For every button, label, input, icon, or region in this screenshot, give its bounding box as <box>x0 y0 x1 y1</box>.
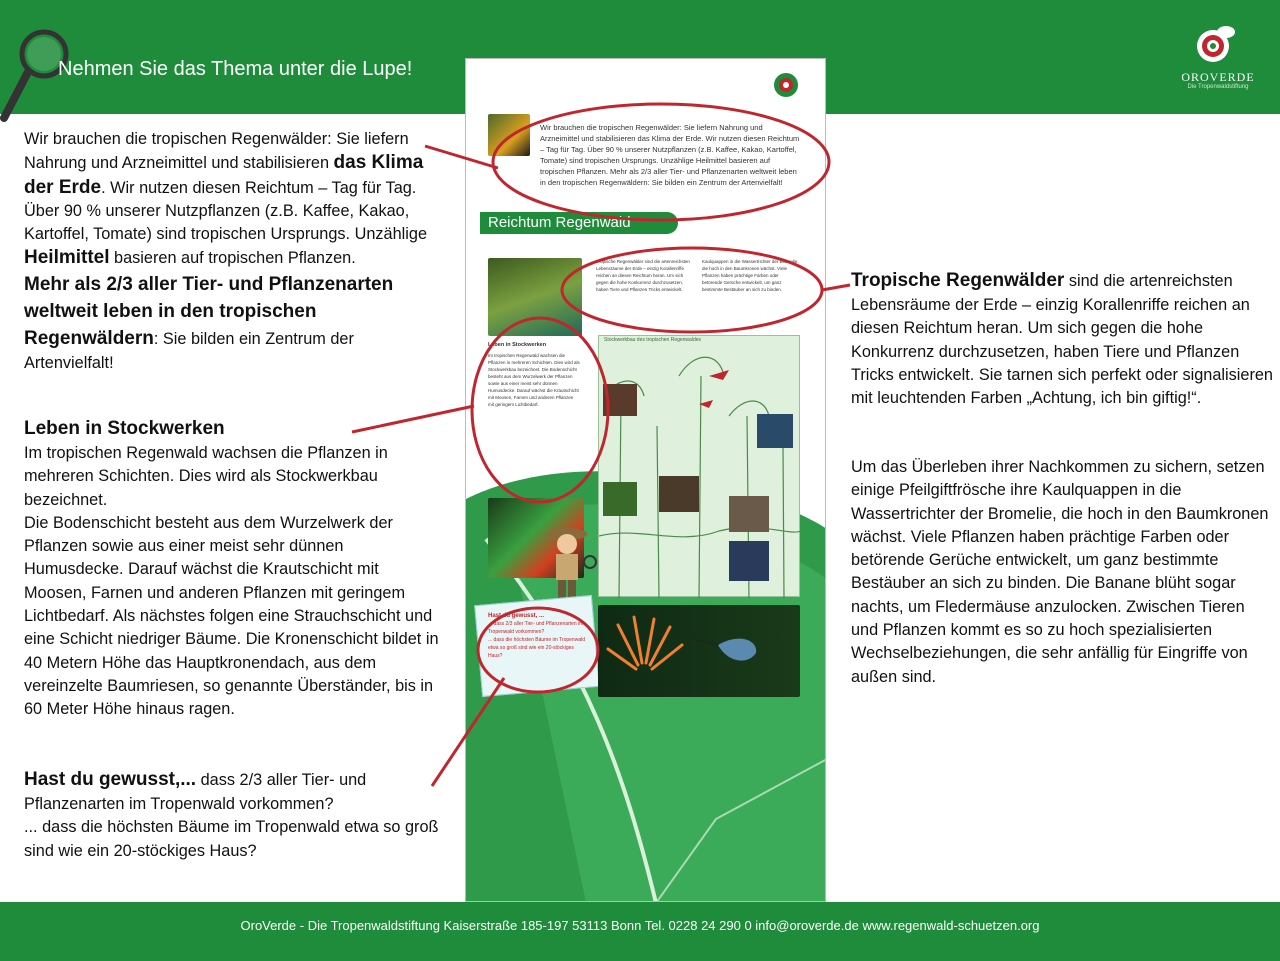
logo-text: OROVERDE <box>1181 70 1255 84</box>
poster-col-b: Kaulquappen in die Wassertrichter der Bromelie, die hoch in den Baumkronen wächst. Viele Pflanzen haben prächtige Farben oder betörende Gerüche entwickelt, um ganz bestimmte Bestäuber an sich zu binden. <box>702 259 799 292</box>
poster-col-a: Tropische Regenwälder sind die artenreichsten Lebensräume der Erde – einzig Korallenriffe reichen an diesen Reichtum heran. Um sich gegen die hohe Konkurrenz durchzusetzen, haben Tiere und Pflanzen Tricks entwickelt. <box>596 259 690 292</box>
stockwerke-section <box>24 416 444 722</box>
artenvielfalt-text: Tropische Regenwälder sind die artenreichsten Lebensräume der Erde – einzig Korallenriffe reichen an diesen Reichtum heran. Um sich gegen die hohe Konkurrenz durchzusetzen, haben Tiere und Pflanzen Tricks entwickelt. Sie tarnen sich perfekt oder signalisieren mit leuchtenden Farben „Achtung, ich bin giftig!“. <box>851 270 1273 408</box>
stockwerke-intro: Im tropischen Regenwald wachsen die Pflanzen in mehreren Schichten. Dies wird als Stockwerkbau bezeichnet. <box>24 444 388 509</box>
hast-du-gewusst-section: Hast du gewusst,... dass 2/3 aller Tier- und Pflanzenarten im Tropenwald vorkommen? ... dass die höchsten Bäume im Tropenwald etwa so groß sind wie ein 20-stöckiges Haus? <box>24 767 444 863</box>
wechselbeziehungen-text: Um das Überleben ihrer Nachkommen zu sichern, setzen einige Pfeilgiftfrösche ihre Kaulquappen in die Wassertrichter der Bromelie, die hoch in den Baumkronen wächst. Viele Pflanzen haben prächtige Farben oder betörende Gerüche entwickelt, um ganz bestimmte Bestäuber an sich zu binden. Die Banane blüht sogar nachts, um Fledermäuse anzulocken. Zwischen Tieren und Pflanzen kommt es so zu hoch spezialisierten Wechselbeziehungen, die sehr anfällig für Eingriffe von außen sind. <box>851 458 1269 686</box>
quetzal-photo <box>488 258 582 336</box>
stockwerk-diagram <box>598 335 800 597</box>
toucan-photo <box>488 114 530 156</box>
diagram-caption: Stockwerkbau des tropischen Regenwaldes <box>604 337 701 343</box>
did-you-know-text: Hast du gewusst, ... ... dass 2/3 aller Tier- und Pflanzenarten im Tropenwald vorkommen? ... dass die höchsten Bäume im Tropenwald etwa so groß sind wie ein 20-stöckiges Haus? <box>488 613 585 659</box>
poster-stock-heading: Leben in Stockwerken <box>488 342 547 348</box>
footer-contact: OroVerde - Die Tropenwaldstiftung Kaiserstraße 185-197 53113 Bonn Tel. 0228 24 290 0 info@oroverde.de www.regenwald-schuetzen.org <box>240 918 1040 933</box>
flower-drawing <box>598 605 800 697</box>
tree-layers-drawing <box>599 336 801 598</box>
poster-stock-text: Im tropischen Regenwald wachsen die Pflanzen in mehreren Schichten. Dies wird als Stockwerkbau bezeichnet. Die Bodenschicht besteht aus dem Wurzelwerk der Pflanzen sowie aus einer meist sehr dünnen Humusdecke. Darauf wächst die Krautschicht mit Moosen, Farnen und anderen Pflanzen mit geringem Lichtbedarf. <box>488 353 580 407</box>
stockwerke-body: Die Bodenschicht besteht aus dem Wurzelwerk der Pflanzen sowie aus einer meist sehr dünnen Humusdecke. Darauf wächst die Krautschicht mit Moosen, Farnen und anderen Pflanzen mit geringem Lichtbedarf. Als nächstes folgen eine Strauchschicht und eine Schicht niedriger Bäume. Die Kronenschicht bildet in 40 Metern Höhe das Hauptkronendach, aus dem vereinzelte Baumriesen, so genannte Überständer, bis in 60 Meter Höhe hinaus ragen. <box>24 513 439 719</box>
oroverde-logo <box>1168 22 1268 102</box>
page-title: Nehmen Sie das Thema unter die Lupe! <box>58 58 413 80</box>
poster-title: Reichtum Regenwald <box>488 214 631 231</box>
intro-text: Wir brauchen die tropischen Regenwälder: Sie liefern Nahrung und Arzneimittel und stabilisieren das Klima der Erde. Wir nutzen diesen Reichtum – Tag für Tag. Über 90 % unserer Nutzpflanzen (z.B. Kaffee, Kakao, Kartoffel, Tomate) sind tropischen Ursprungs. Unzählige Heilmittel basieren auf tropischen Pflanzen. Mehr als 2/3 aller Tier- und Pflanzenarten weltweit leben in den tropischen Regenwäldern: Sie bilden ein Zentrum der Artenvielfalt! <box>24 130 428 372</box>
stockwerke-heading: Leben in Stockwerken <box>24 418 225 439</box>
poster-intro-text: Wir brauchen die tropischen Regenwälder: Sie liefern Nahrung und Arzneimittel und stabilisieren das Klima der Erde. Wir nutzen diesen Reichtum – Tag für Tag. Über 90 % unserer Nutzpflanzen (z.B. Kaffee, Kakao, Kartoffel, Tomate) sind tropischen Ursprungs. Unzählige Heilmittel basieren auf tropischen Pflanzen. Mehr als 2/3 aller Tier- und Pflanzenarten weltweit leben in den tropischen Regenwäldern: Sie bilden ein Zentrum der Artenvielfalt! <box>540 123 800 187</box>
logo-subtitle: Die Tropenwaldstiftung <box>1187 84 1249 90</box>
hummingbird-photo <box>598 605 800 697</box>
hast-du-gewusst-heading: Hast du gewusst,... <box>24 769 197 790</box>
hast-du-gewusst-fact-2: ... dass die höchsten Bäume im Tropenwald etwa so groß sind wie ein 20-stöckiges Haus? <box>24 818 439 860</box>
explorer-figure <box>532 522 602 602</box>
connector-artenreich <box>822 285 850 290</box>
